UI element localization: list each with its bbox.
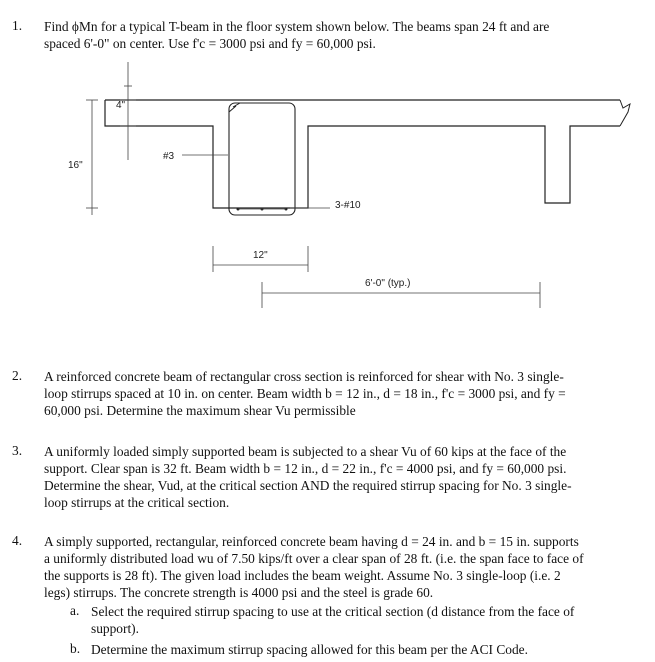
q3-line2: support. Clear span is 32 ft. Beam width b = 12 in., d = 22 in., f'c = 4000 psi, and fy = 60,000 psi. (44, 461, 567, 476)
total-depth-label: 16" (68, 160, 83, 171)
spacing-label: 6'-0" (typ.) (365, 278, 411, 289)
q4-number: 4. (12, 533, 23, 548)
q4-line3: the supports is 28 ft). The given load includes the beam weight. Assume No. 3 single-loop (i.e. 2 (44, 568, 561, 583)
q2-line3: 60,000 psi. Determine the maximum shear Vu permissible (44, 403, 356, 418)
bars-label: 3-#10 (335, 200, 361, 211)
q4-line4: legs) stirrups. The concrete strength is 4000 psi and the steel is grade 60. (44, 585, 434, 600)
q4-line1: A simply supported, rectangular, reinforced concrete beam having d = 24 in. and b = 15 in. supports (44, 534, 579, 549)
q2-line2: loop stirrups spaced at 10 in. on center. Beam width b = 12 in., d = 18 in., f'c = 3000 psi, and fy = (44, 386, 566, 401)
beam-outline (105, 100, 620, 208)
t-beam-figure (0, 50, 655, 380)
q4-line2: a uniformly distributed load wu of 7.50 kips/ft over a clear span of 28 ft. (i.e. the span face to face of (44, 551, 584, 566)
break-line (620, 100, 630, 126)
q4b-label: b. (70, 641, 81, 656)
web-width-label: 12" (253, 250, 268, 261)
stirrup (229, 103, 295, 215)
stirrup-label: #3 (163, 151, 175, 162)
q1-number: 1. (12, 18, 23, 33)
q4a-label: a. (70, 603, 80, 618)
q2-line1: A reinforced concrete beam of rectangular cross section is reinforced for shear with No. 3 single- (44, 369, 564, 384)
q2-number: 2. (12, 368, 23, 383)
q4b-line1: Determine the maximum stirrup spacing allowed for this beam per the ACI Code. (91, 642, 528, 657)
q3-line1: A uniformly loaded simply supported beam is subjected to a shear Vu of 60 kips at the face of the (44, 444, 567, 459)
q4a-line1: Select the required stirrup spacing to use at the critical section (d distance from the face of (91, 604, 575, 619)
q3-line3: Determine the shear, Vud, at the critical section AND the required stirrup spacing for No. 3 single- (44, 478, 572, 493)
q3-line4: loop stirrups at the critical section. (44, 495, 230, 510)
flange-thickness-label: 4" (116, 100, 126, 111)
q3-number: 3. (12, 443, 23, 458)
q1-line1: Find ϕMn for a typical T-beam in the floor system shown below. The beams span 24 ft and are (44, 19, 550, 34)
q1-line2: spaced 6'-0" on center. Use f'c = 3000 psi and fy = 60,000 psi. (44, 36, 376, 51)
q4a-line2: support). (91, 621, 139, 636)
